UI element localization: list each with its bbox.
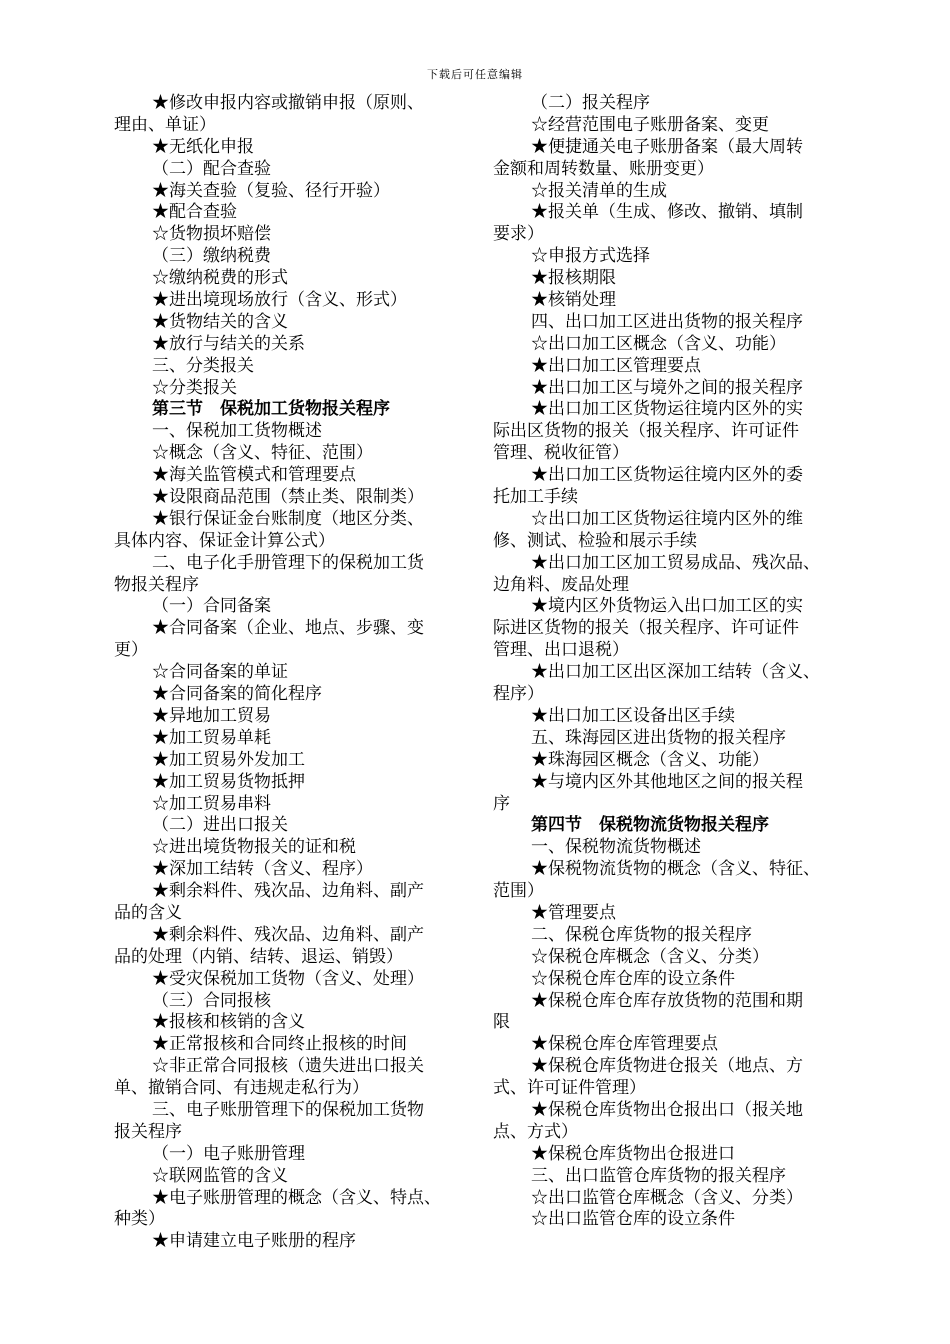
outline-line: ★保税仓库货物进仓报关（地点、方	[531, 1056, 803, 1077]
outline-line: ☆申报方式选择	[531, 246, 650, 267]
outline-line: 序	[493, 793, 510, 814]
outline-line: ☆合同备案的单证	[152, 662, 288, 683]
outline-line: ★出口加工区与境外之间的报关程序	[531, 377, 803, 398]
outline-line: ★深加工结转（含义、程序）	[152, 859, 373, 880]
outline-line: ☆经营范围电子账册备案、变更	[531, 114, 769, 135]
outline-line: ☆联网监管的含义	[152, 1165, 288, 1186]
outline-line: 二、电子化手册管理下的保税加工货	[152, 552, 424, 573]
outline-line: ★货物结关的含义	[152, 311, 288, 332]
outline-line: 更）	[114, 640, 148, 661]
outline-line: ☆非正常合同报核（遗失进出口报关	[152, 1056, 424, 1077]
section-heading: 第三节 保税加工货物报关程序	[152, 399, 390, 420]
outline-line: ★境内区外货物运入出口加工区的实	[531, 596, 803, 617]
outline-line: ★报核期限	[531, 268, 616, 289]
outline-line: 四、出口加工区进出货物的报关程序	[531, 311, 803, 332]
outline-line: 种类）	[114, 1209, 165, 1230]
outline-line: ★出口加工区货物运往境内区外的委	[531, 465, 803, 486]
outline-line: ★加工贸易外发加工	[152, 749, 305, 770]
outline-line: ★保税仓库货物出仓报出口（报关地	[531, 1099, 803, 1120]
outline-line: ★与境内区外其他地区之间的报关程	[531, 771, 803, 792]
outline-line: ★海关查验（复验、径行开验）	[152, 180, 390, 201]
outline-line: ★配合查验	[152, 202, 237, 223]
outline-line: 托加工手续	[493, 487, 578, 508]
outline-line: ★申请建立电子账册的程序	[152, 1231, 356, 1252]
outline-line: 程序）	[493, 684, 544, 705]
outline-line: ★电子账册管理的概念（含义、特点、	[152, 1187, 441, 1208]
outline-line: ☆保税仓库概念（含义、分类）	[531, 946, 769, 967]
outline-line: 理由、单证）	[114, 114, 216, 135]
outline-line: ★合同备案（企业、地点、步骤、变	[152, 618, 424, 639]
outline-line: ★便捷通关电子账册备案（最大周转	[531, 136, 803, 157]
outline-line: 式、许可证件管理）	[493, 1078, 646, 1099]
outline-line: ☆概念（含义、特征、范围）	[152, 443, 373, 464]
outline-line: 三、电子账册管理下的保税加工货物	[152, 1099, 424, 1120]
outline-line: ☆出口加工区概念（含义、功能）	[531, 333, 786, 354]
outline-line: ☆缴纳税费的形式	[152, 268, 288, 289]
outline-line: ★剩余料件、残次品、边角料、副产	[152, 924, 424, 945]
outline-line: 三、分类报关	[152, 355, 254, 376]
outline-line: 品的处理（内销、结转、退运、销毁）	[114, 946, 403, 967]
outline-line: ☆出口监管仓库的设立条件	[531, 1209, 735, 1230]
left-column	[114, 93, 466, 1253]
outline-line: ☆保税仓库仓库的设立条件	[531, 968, 735, 989]
outline-line: 际进区货物的报关（报关程序、许可证件	[493, 618, 799, 639]
outline-line: （三）缴纳税费	[152, 246, 271, 267]
outline-line: 报关程序	[114, 1121, 182, 1142]
outline-line: 三、出口监管仓库货物的报关程序	[531, 1165, 786, 1186]
outline-line: ★保税仓库仓库存放货物的范围和期	[531, 990, 803, 1011]
outline-line: ★出口加工区管理要点	[531, 355, 701, 376]
outline-line: 具体内容、保证金计算公式）	[114, 530, 335, 551]
outline-line: ★出口加工区货物运往境内区外的实	[531, 399, 803, 420]
outline-line: ☆进出境货物报关的证和税	[152, 837, 356, 858]
outline-line: ★剩余料件、残次品、边角料、副产	[152, 881, 424, 902]
outline-line: ★银行保证金台账制度（地区分类、	[152, 508, 424, 529]
outline-line: ★正常报核和合同终止报核的时间	[152, 1034, 407, 1055]
outline-line: 点、方式）	[493, 1121, 578, 1142]
outline-line: ★出口加工区出区深加工结转（含义、	[531, 662, 820, 683]
outline-line: （二）配合查验	[152, 158, 271, 179]
outline-line: ★修改申报内容或撤销申报（原则、	[152, 93, 424, 113]
outline-line: 五、珠海园区进出货物的报关程序	[531, 727, 786, 748]
outline-line: 二、保税仓库货物的报关程序	[531, 924, 752, 945]
outline-line: ★放行与结关的关系	[152, 333, 305, 354]
outline-line: ★出口加工区加工贸易成品、残次品、	[531, 552, 820, 573]
outline-line: 物报关程序	[114, 574, 199, 595]
outline-line: ★核销处理	[531, 290, 616, 311]
outline-line: 限	[493, 1012, 510, 1033]
outline-line: ☆出口加工区货物运往境内区外的维	[531, 508, 803, 529]
outline-line: （一）电子账册管理	[152, 1143, 305, 1164]
outline-line: ★保税物流货物的概念（含义、特征、	[531, 859, 820, 880]
outline-line: （二）进出口报关	[152, 815, 288, 836]
outline-line: 管理、税收征管）	[493, 443, 629, 464]
outline-line: ★进出境现场放行（含义、形式）	[152, 290, 407, 311]
outline-line: 边角料、废品处理	[493, 574, 629, 595]
page-header: 下载后可任意编辑	[427, 68, 523, 81]
outline-line: 一、保税加工货物概述	[152, 421, 322, 442]
outline-line: ★异地加工贸易	[152, 705, 271, 726]
outline-line: ★无纸化申报	[152, 136, 254, 157]
outline-line: ★受灾保税加工货物（含义、处理）	[152, 968, 424, 989]
section-heading: 第四节 保税物流货物报关程序	[531, 815, 769, 836]
outline-line: ★设限商品范围（禁止类、限制类）	[152, 487, 424, 508]
outline-line: ★报关单（生成、修改、撤销、填制	[531, 202, 803, 223]
outline-line: ★加工贸易单耗	[152, 727, 271, 748]
outline-line: ★管理要点	[531, 902, 616, 923]
outline-line: 修、测试、检验和展示手续	[493, 530, 697, 551]
outline-line: 际出区货物的报关（报关程序、许可证件	[493, 421, 799, 442]
outline-line: ☆分类报关	[152, 377, 237, 398]
outline-line: ★加工贸易货物抵押	[152, 771, 305, 792]
outline-line: ★报核和核销的含义	[152, 1012, 305, 1033]
outline-line: ☆加工贸易串料	[152, 793, 271, 814]
outline-line: ☆报关清单的生成	[531, 180, 667, 201]
outline-line: 范围）	[493, 881, 544, 902]
right-column	[493, 93, 845, 1231]
outline-line: 品的含义	[114, 902, 182, 923]
outline-line: （一）合同备案	[152, 596, 271, 617]
outline-line: ☆货物损坏赔偿	[152, 224, 271, 245]
outline-line: 单、撤销合同、有违规走私行为）	[114, 1078, 369, 1099]
outline-line: 一、保税物流货物概述	[531, 837, 701, 858]
outline-line: ☆出口监管仓库概念（含义、分类）	[531, 1187, 803, 1208]
outline-line: ★保税仓库仓库管理要点	[531, 1034, 718, 1055]
outline-line: （三）合同报核	[152, 990, 271, 1011]
outline-line: 要求）	[493, 224, 544, 245]
outline-line: ★珠海园区概念（含义、功能）	[531, 749, 769, 770]
outline-line: （二）报关程序	[531, 93, 650, 113]
outline-line: 金额和周转数量、账册变更）	[493, 158, 714, 179]
outline-line: ★海关监管模式和管理要点	[152, 465, 356, 486]
outline-line: ★合同备案的简化程序	[152, 684, 322, 705]
outline-line: ★保税仓库货物出仓报进口	[531, 1143, 735, 1164]
outline-line: ★出口加工区设备出区手续	[531, 705, 735, 726]
outline-line: 管理、出口退税）	[493, 640, 629, 661]
